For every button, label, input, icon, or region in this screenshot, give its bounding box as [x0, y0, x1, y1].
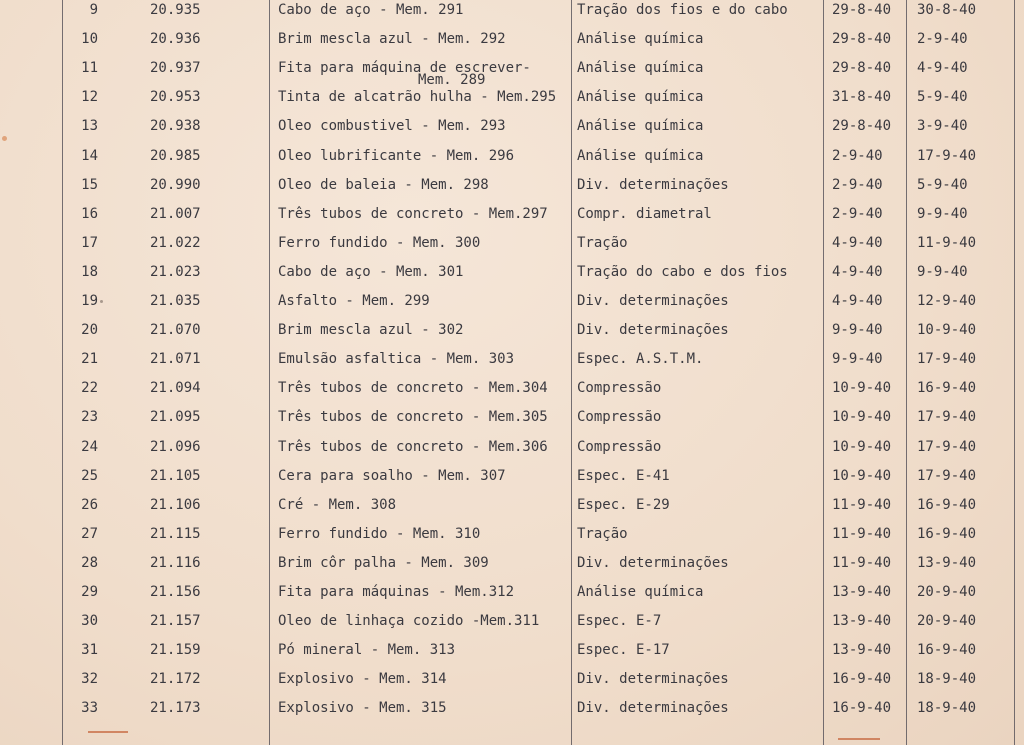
material-description: Cabo de aço - Mem. 301: [278, 263, 464, 280]
date-completed: 12-9-40: [917, 293, 977, 309]
material-description: Três tubos de concreto - Mem.304: [278, 380, 548, 397]
date-completed: 5-9-40: [917, 89, 968, 106]
date-completed: 13-9-40: [917, 554, 977, 571]
material-description: Asfalto - Mem. 299: [278, 293, 430, 309]
material-description: Brim mescla azul - Mem. 292: [278, 31, 506, 48]
registry-number: 20.936: [150, 31, 201, 48]
date-received: 2-9-40: [832, 147, 883, 164]
row-number: 16: [81, 205, 98, 222]
analysis-type: Div. determinações: [577, 293, 729, 309]
table-row: [0, 90, 1024, 119]
analysis-type: Análise química: [577, 89, 704, 106]
row-number: 26: [81, 496, 98, 513]
date-completed: 20-9-40: [917, 613, 977, 630]
analysis-type: Tração: [577, 234, 628, 251]
date-received: 2-9-40: [832, 176, 883, 193]
table-row: [0, 61, 1024, 90]
date-received: 2-9-40: [832, 205, 883, 222]
row-number: 20: [81, 322, 98, 339]
date-completed: 2-9-40: [917, 31, 968, 48]
table-row: [0, 469, 1024, 498]
registry-number: 21.106: [150, 496, 201, 513]
row-number: 24: [81, 438, 98, 455]
row-number: 11: [81, 60, 98, 77]
table-row: [0, 178, 1024, 207]
row-number: 28: [81, 554, 98, 571]
analysis-type: Div. determinações: [577, 671, 729, 688]
analysis-type: Análise química: [577, 118, 704, 135]
material-description: Tinta de alcatrão hulha - Mem.295: [278, 89, 557, 106]
analysis-type: Div. determinações: [577, 176, 729, 193]
table-row: [0, 527, 1024, 556]
table-row: [0, 585, 1024, 614]
registry-number: 21.115: [150, 525, 201, 542]
table-row: [0, 32, 1024, 61]
analysis-type: Espec. E-17: [577, 642, 670, 659]
material-description: Oleo de baleia - Mem. 298: [278, 176, 489, 193]
row-number: 10: [81, 31, 98, 48]
date-completed: 5-9-40: [917, 176, 968, 193]
date-completed: 17-9-40: [917, 467, 977, 484]
row-number: 13: [81, 118, 98, 135]
registry-number: 20.985: [150, 147, 201, 164]
analysis-type: Espec. E-7: [577, 613, 662, 630]
registry-number: 21.156: [150, 584, 201, 600]
material-description: Explosivo - Mem. 314: [278, 671, 447, 688]
date-completed: 10-9-40: [917, 322, 977, 339]
analysis-type: Tração do cabo e dos fios: [577, 263, 788, 280]
date-completed: 9-9-40: [917, 263, 968, 280]
registry-number: 21.157: [150, 613, 201, 630]
table-row: [0, 3, 1024, 32]
table-row: [0, 352, 1024, 381]
material-description: Cré - Mem. 308: [278, 496, 397, 513]
row-number: 18: [81, 263, 98, 280]
analysis-type: Compressão: [577, 438, 662, 455]
registry-number: 21.096: [150, 438, 201, 455]
date-completed: 16-9-40: [917, 380, 977, 397]
date-received: 11-9-40: [832, 525, 892, 542]
analysis-type: Div. determinações: [577, 554, 729, 571]
row-number: 25: [81, 467, 98, 484]
registry-number: 20.937: [150, 60, 201, 77]
pencil-mark: [88, 731, 128, 733]
registry-number: 21.022: [150, 234, 201, 251]
date-completed: 18-9-40: [917, 700, 977, 717]
row-number: 9: [89, 2, 98, 18]
material-description: Oleo de linhaça cozido -Mem.311: [278, 613, 540, 630]
table-row: [0, 265, 1024, 294]
analysis-type: Espec. E-41: [577, 467, 670, 484]
row-number: 31: [81, 642, 98, 659]
table-row: [0, 323, 1024, 352]
material-description: Três tubos de concreto - Mem.305: [278, 409, 548, 426]
row-number: 22: [81, 380, 98, 397]
date-completed: 17-9-40: [917, 438, 977, 455]
date-received: 10-9-40: [832, 409, 892, 426]
registry-number: 21.070: [150, 322, 201, 339]
date-completed: 17-9-40: [917, 147, 977, 164]
date-completed: 9-9-40: [917, 205, 968, 222]
registry-number: 21.173: [150, 700, 201, 717]
material-description: Pó mineral - Mem. 313: [278, 642, 456, 659]
date-received: 9-9-40: [832, 351, 883, 368]
material-description: Ferro fundido - Mem. 310: [278, 525, 481, 542]
analysis-type: Análise química: [577, 147, 704, 164]
registry-number: 21.023: [150, 263, 201, 280]
analysis-type: Compressão: [577, 380, 662, 397]
material-description: Explosivo - Mem. 315: [278, 700, 447, 717]
date-received: 10-9-40: [832, 467, 892, 484]
material-description-continued: Mem. 289: [418, 72, 486, 89]
row-number: 27: [81, 525, 98, 542]
registry-number: 21.007: [150, 205, 201, 222]
date-received: 4-9-40: [832, 263, 883, 280]
date-received: 4-9-40: [832, 293, 883, 309]
date-completed: 11-9-40: [917, 234, 977, 251]
table-row: [0, 672, 1024, 701]
table-row: [0, 440, 1024, 469]
table-row: [0, 556, 1024, 585]
row-number: 23: [81, 409, 98, 426]
pencil-mark: [838, 738, 880, 740]
date-completed: 16-9-40: [917, 642, 977, 659]
date-received: 29-8-40: [832, 60, 892, 77]
row-number: 32: [81, 671, 98, 688]
material-description: Emulsão asfaltica - Mem. 303: [278, 351, 515, 368]
material-description: Cabo de aço - Mem. 291: [278, 2, 464, 18]
date-completed: 4-9-40: [917, 60, 968, 77]
table-row: [0, 381, 1024, 410]
date-completed: 16-9-40: [917, 525, 977, 542]
registry-number: 21.159: [150, 642, 201, 659]
date-received: 16-9-40: [832, 671, 892, 688]
row-number: 12: [81, 89, 98, 106]
table-row: [0, 701, 1024, 730]
registry-number: 21.172: [150, 671, 201, 688]
registry-number: 20.938: [150, 118, 201, 135]
analysis-type: Compressão: [577, 409, 662, 426]
date-completed: 16-9-40: [917, 496, 977, 513]
table-row: [0, 643, 1024, 672]
date-received: 11-9-40: [832, 554, 892, 571]
registry-number: 21.105: [150, 467, 201, 484]
material-description: Três tubos de concreto - Mem.306: [278, 438, 548, 455]
date-received: 31-8-40: [832, 89, 892, 106]
table-row: [0, 614, 1024, 643]
material-description: Ferro fundido - Mem. 300: [278, 234, 481, 251]
row-number: 30: [81, 613, 98, 630]
registry-number: 21.116: [150, 554, 201, 571]
analysis-type: Espec. E-29: [577, 496, 670, 513]
table-row: [0, 149, 1024, 178]
registry-number: 21.071: [150, 351, 201, 368]
material-description: Brim mescla azul - 302: [278, 322, 464, 339]
date-received: 10-9-40: [832, 438, 892, 455]
analysis-type: Div. determinações: [577, 322, 729, 339]
material-description: Cera para soalho - Mem. 307: [278, 467, 506, 484]
row-number: 33: [81, 700, 98, 717]
table-row: [0, 410, 1024, 439]
date-completed: 3-9-40: [917, 118, 968, 135]
row-number: 14: [81, 147, 98, 164]
analysis-type: Compr. diametral: [577, 205, 712, 222]
analysis-type: Espec. A.S.T.M.: [577, 351, 704, 368]
date-received: 29-8-40: [832, 118, 892, 135]
date-received: 13-9-40: [832, 584, 892, 600]
row-number: 29: [81, 584, 98, 600]
row-number: 19: [81, 293, 98, 309]
date-received: 13-9-40: [832, 642, 892, 659]
date-completed: 20-9-40: [917, 584, 977, 600]
date-received: 10-9-40: [832, 380, 892, 397]
analysis-type: Tração: [577, 525, 628, 542]
registry-number: 20.990: [150, 176, 201, 193]
material-description: Oleo combustivel - Mem. 293: [278, 118, 506, 135]
material-description: Oleo lubrificante - Mem. 296: [278, 147, 515, 164]
material-description: Brim côr palha - Mem. 309: [278, 554, 489, 571]
registry-number: 21.035: [150, 293, 201, 309]
date-completed: 18-9-40: [917, 671, 977, 688]
date-received: 13-9-40: [832, 613, 892, 630]
date-received: 29-8-40: [832, 2, 892, 18]
row-number: 21: [81, 351, 98, 368]
analysis-type: Tração dos fios e do cabo: [577, 2, 788, 18]
analysis-type: Análise química: [577, 31, 704, 48]
date-received: 16-9-40: [832, 700, 892, 717]
table-row: [0, 294, 1024, 323]
analysis-type: Análise química: [577, 584, 704, 600]
date-received: 9-9-40: [832, 322, 883, 339]
registry-number: 20.953: [150, 89, 201, 106]
row-number: 15: [81, 176, 98, 193]
material-description: Fita para máquinas - Mem.312: [278, 584, 515, 600]
material-description: Fita para máquina de escrever-: [278, 60, 531, 77]
date-received: 4-9-40: [832, 234, 883, 251]
table-row: [0, 498, 1024, 527]
table-row: [0, 236, 1024, 265]
registry-number: 20.935: [150, 2, 201, 18]
date-received: 11-9-40: [832, 496, 892, 513]
date-completed: 30-8-40: [917, 2, 977, 18]
table-row: [0, 207, 1024, 236]
date-completed: 17-9-40: [917, 351, 977, 368]
table-row: [0, 119, 1024, 148]
analysis-type: Div. determinações: [577, 700, 729, 717]
material-description: Três tubos de concreto - Mem.297: [278, 205, 548, 222]
registry-number: 21.094: [150, 380, 201, 397]
analysis-type: Análise química: [577, 60, 704, 77]
date-received: 29-8-40: [832, 31, 892, 48]
registry-number: 21.095: [150, 409, 201, 426]
date-completed: 17-9-40: [917, 409, 977, 426]
row-number: 17: [81, 234, 98, 251]
